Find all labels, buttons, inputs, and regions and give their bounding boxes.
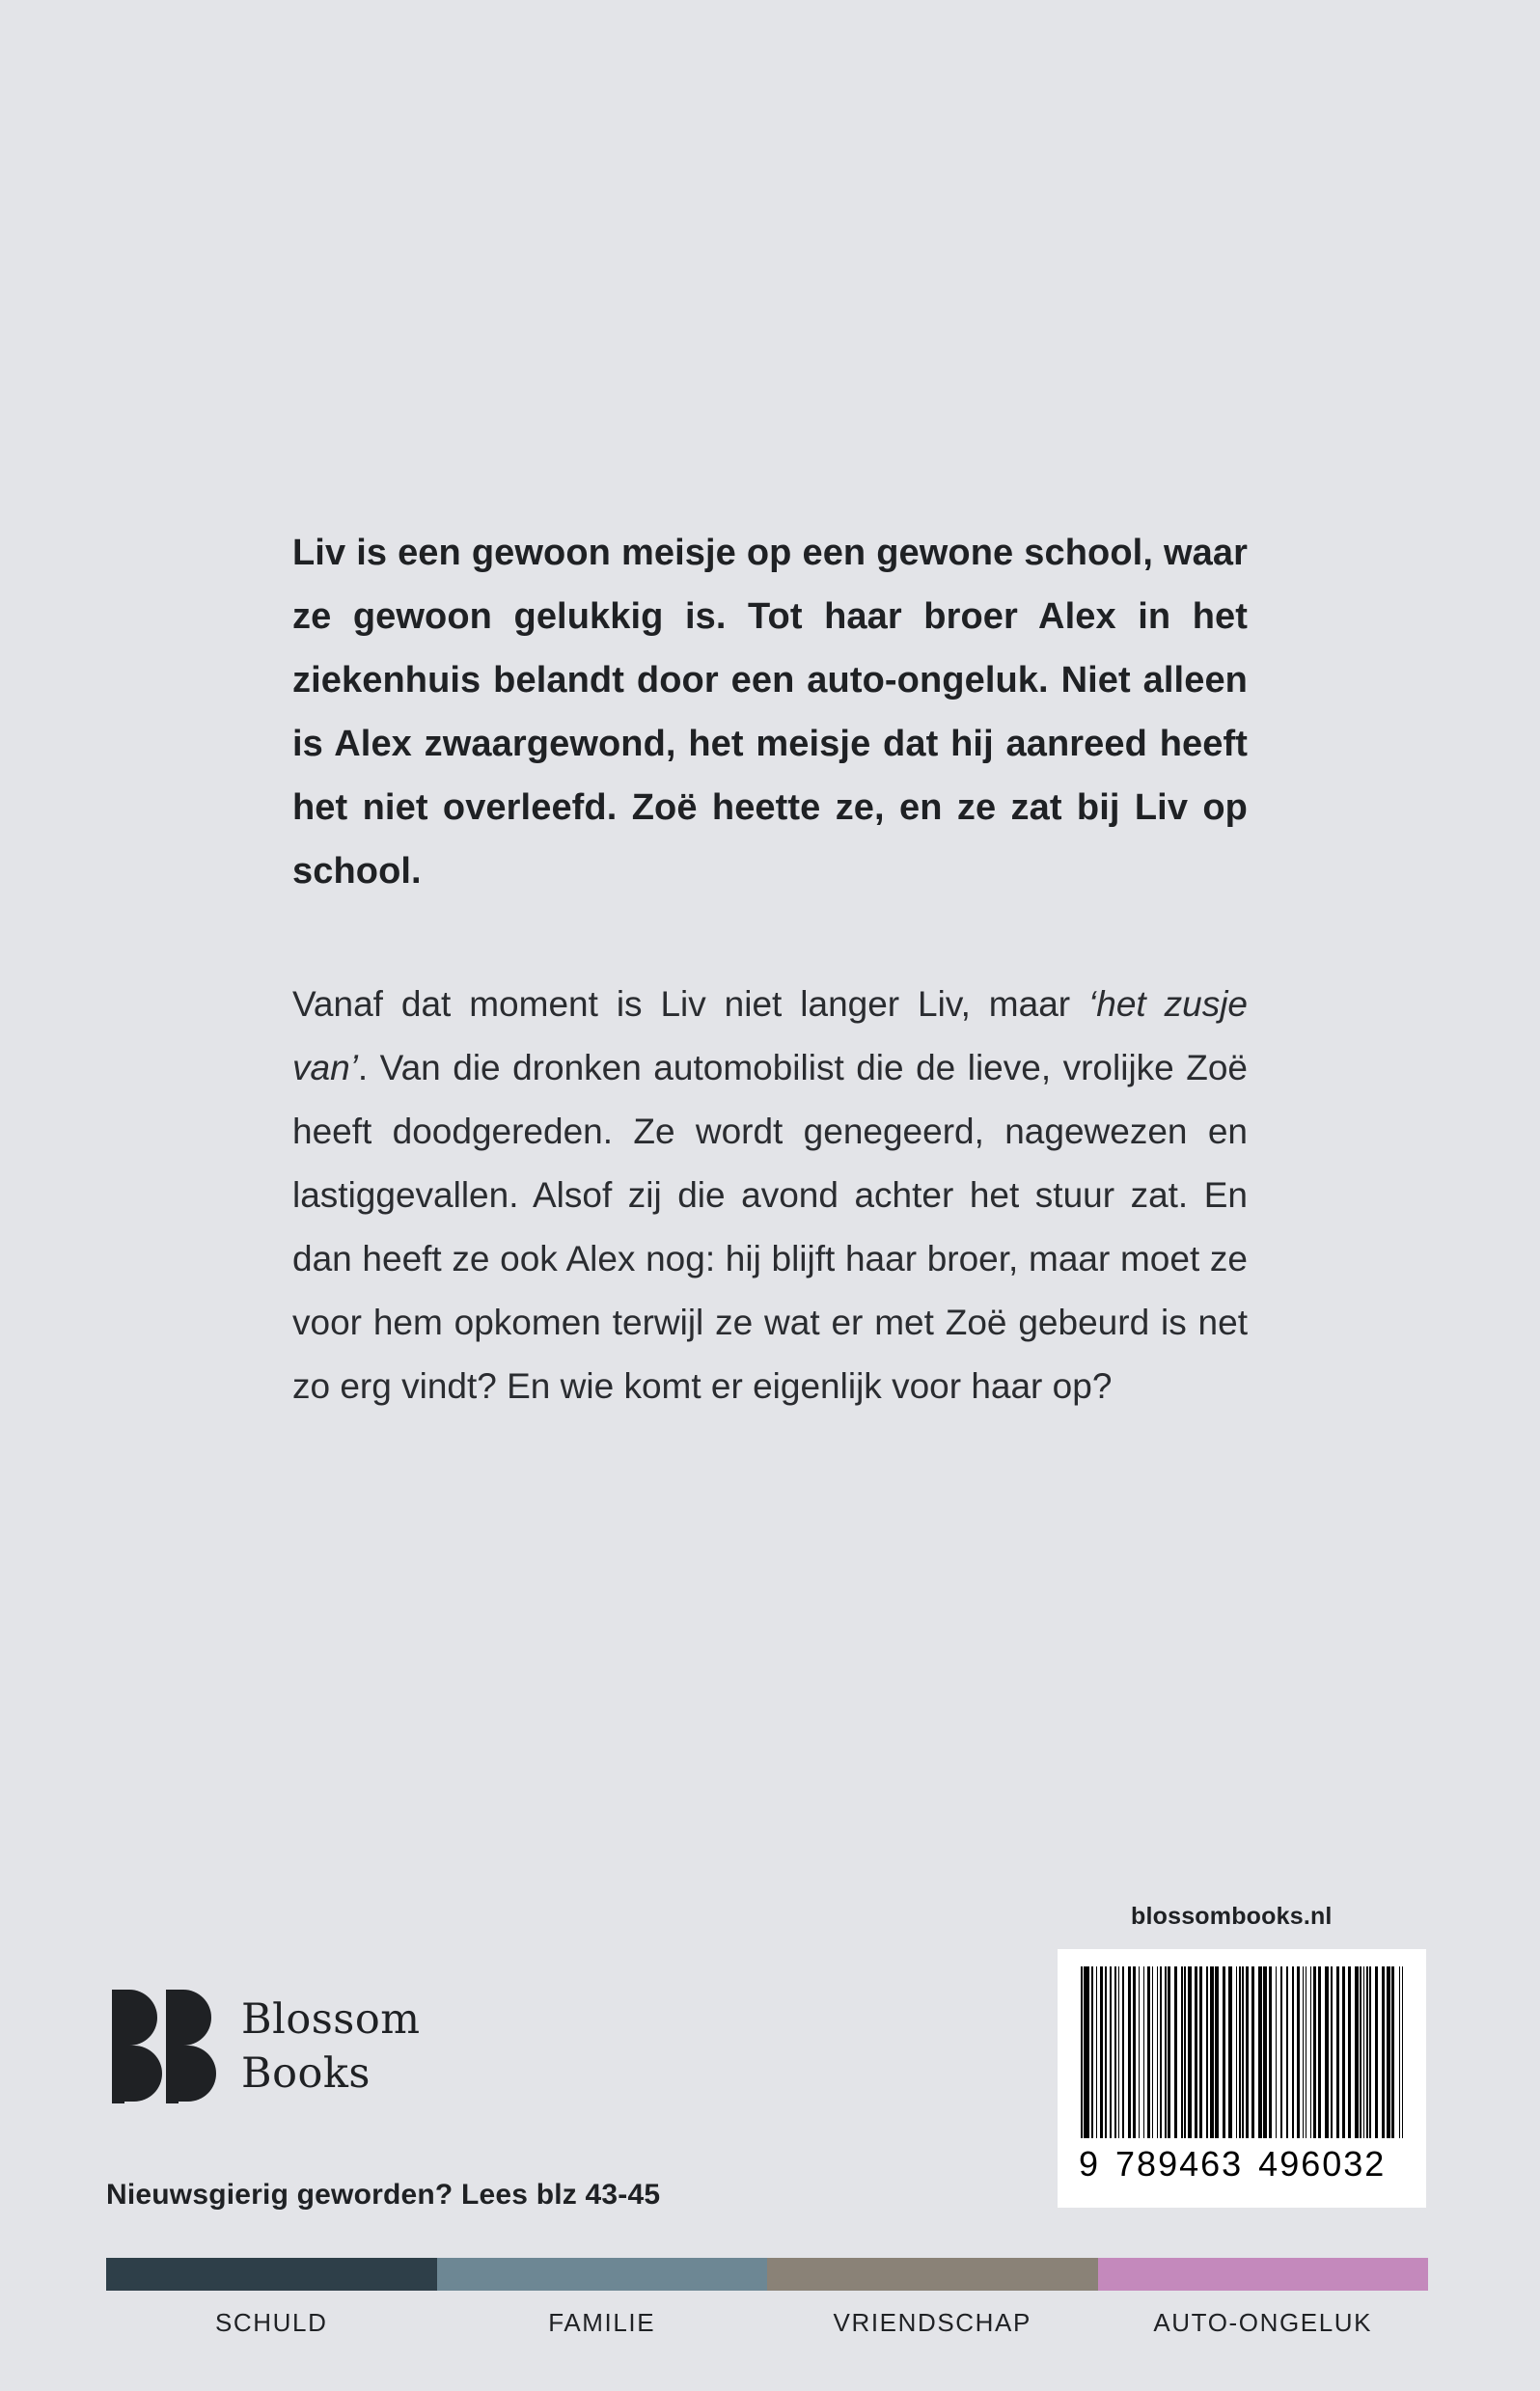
barcode-lead-digit: 9 bbox=[1079, 2144, 1101, 2184]
barcode-group-2: 496032 bbox=[1258, 2144, 1387, 2184]
barcode-digits bbox=[1073, 2144, 1411, 2185]
blurb-body-text-1: Vanaf dat moment is Liv niet langer Liv, maar bbox=[292, 984, 1089, 1024]
blurb-body-paragraph bbox=[292, 903, 1248, 1418]
theme-swatch-schuld bbox=[106, 2258, 437, 2291]
double-b-monogram-icon bbox=[106, 1990, 220, 2103]
theme-swatch-vriendschap bbox=[767, 2258, 1098, 2291]
blurb-body-emphasis: ‘het zusje van’ bbox=[292, 984, 1248, 1087]
theme-label-vriendschap: VRIENDSCHAP bbox=[833, 2308, 1031, 2337]
barcode-bars bbox=[1081, 1966, 1403, 2138]
blurb-body-text-2: . Van die dronken automobilist die de lieve, vrolijke Zoë heeft doodgereden. Ze wordt genegeerd, nagewezen en lastiggevallen. Alsof zij die avond achter het stuur zat. En dan heeft ze ook Alex nog: hij blijft haar broer, maar moet ze voor hem opkomen terwijl ze wat er met Zoë gebeurd is net zo erg vindt? En wie komt er eigenlijk voor haar op? bbox=[292, 1048, 1248, 1406]
barcode-group-1: 789463 bbox=[1115, 2144, 1244, 2184]
publisher-name-line-1: Blossom bbox=[241, 1995, 421, 2044]
tagline: Nieuwsgierig geworden? Lees blz 43-45 bbox=[106, 2179, 661, 2211]
publisher-logo bbox=[106, 1990, 421, 2103]
theme-label-familie: FAMILIE bbox=[548, 2308, 656, 2337]
theme-swatch-familie bbox=[437, 2258, 768, 2291]
theme-label-schuld: SCHULD bbox=[214, 2308, 328, 2337]
publisher-name-line-2: Books bbox=[241, 2049, 371, 2098]
theme-label-row bbox=[106, 2308, 1428, 2338]
theme-label-auto-ongeluk: AUTO-ONGELUK bbox=[1153, 2308, 1373, 2337]
barcode bbox=[1058, 1949, 1426, 2208]
blurb-section bbox=[292, 521, 1248, 1418]
publisher-wordmark bbox=[241, 1992, 421, 2101]
publisher-website: blossombooks.nl bbox=[1131, 1903, 1333, 1930]
theme-color-bar bbox=[106, 2258, 1428, 2291]
blurb-lead-paragraph: Liv is een gewoon meisje op een gewone school, waar ze gewoon gelukkig is. Tot haar broer Alex in het ziekenhuis belandt door een auto-ongeluk. Niet alleen is Alex zwaargewond, het meisje dat hij aanreed heeft het niet overleefd. Zoë heette ze, en ze zat bij Liv op school. bbox=[292, 533, 1248, 892]
theme-swatch-auto-ongeluk bbox=[1098, 2258, 1429, 2291]
